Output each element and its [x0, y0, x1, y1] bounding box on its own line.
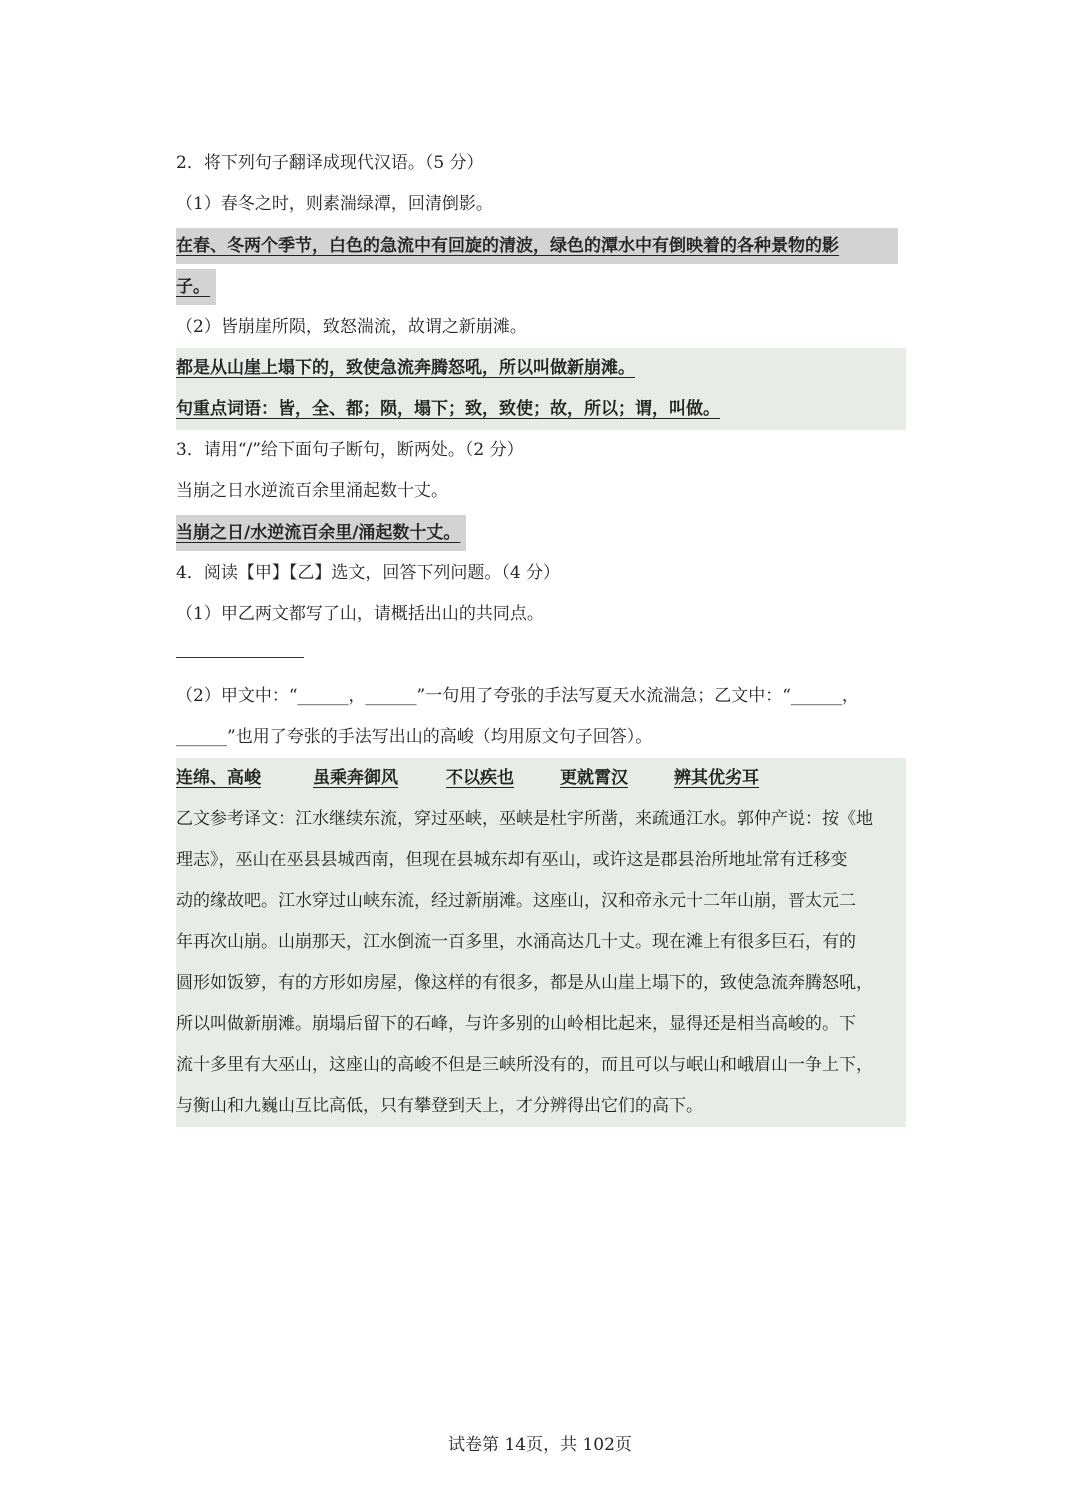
translation-line: 所以叫做新崩滩。崩塌后留下的石峰，与许多别的山岭相比起来，显得还是相当高峻的。下 — [176, 1014, 856, 1034]
q2-s1-answer-line2 — [176, 266, 906, 307]
translation-line: 流十多里有大巫山，这座山的高峻不但是三峡所没有的，而且可以与岷山和峨眉山一争上下， — [176, 1055, 873, 1075]
q4-title: 4．阅读【甲】【乙】选文，回答下列问题。（4 分） — [176, 563, 561, 583]
translation-paragraph — [176, 799, 906, 1127]
q3-title: 3．请用“/”给下面句子断句，断两处。（2 分） — [176, 440, 524, 460]
q2-s1-answer-line1 — [176, 225, 906, 266]
translation-line: 乙文参考译文：江水继续东流，穿过巫峡，巫峡是杜宇所凿，来疏通江水。郭仲产说：按《地 — [176, 809, 873, 829]
q4-answers-line — [176, 758, 906, 799]
q4-s2-prompt-line2: ______”也用了夸张的手法写出山的高峻（均用原文句子回答）。 — [176, 727, 653, 747]
q4-answer-block — [176, 758, 906, 1127]
q2-s1-answer-text2: 子。 — [176, 269, 216, 305]
translation-line: 理志》，巫山在巫县县城西南，但现在县城东却有巫山，或许这是郡县治所地址常有迁移变 — [176, 850, 848, 870]
q4-answer-2: 虽乘奔御风 — [313, 768, 398, 788]
q2-title: 2．将下列句子翻译成现代汉语。（5 分） — [176, 153, 484, 173]
translation-line: 动的缘故吧。江水穿过山峡东流，经过新崩滩。这座山，汉和帝永元十二年山崩，晋太元二 — [176, 891, 856, 911]
q2-s1-prompt: （1）春冬之时，则素湍绿潭，回清倒影。 — [176, 194, 493, 214]
q4-answer-4: 更就霄汉 — [560, 768, 628, 788]
q3-answer-line — [176, 512, 906, 553]
q4-answer-3: 不以疾也 — [446, 768, 514, 788]
q4-answer-5: 辨其优劣耳 — [674, 768, 759, 788]
q4-answer-1: 连绵、高峻 — [176, 768, 261, 788]
translation-line: 圆形如饭箩，有的方形如房屋，像这样的有很多，都是从山崖上塌下的，致使急流奔腾怒吼， — [176, 973, 873, 993]
exam-page — [176, 143, 906, 1127]
translation-line: 与衡山和九巍山互比高低，只有攀登到天上，才分辨得出它们的高下。 — [176, 1096, 703, 1116]
q4-s1-prompt: （1）甲乙两文都写了山，请概括出山的共同点。 — [176, 604, 544, 624]
q2-s1-answer-text1: 在春、冬两个季节，白色的急流中有回旋的清波，绿色的潭水中有倒映着的各种景物的影 — [176, 228, 898, 264]
page-footer: 试卷第 14页，共 102页 — [448, 1435, 632, 1455]
answer-underline — [176, 657, 304, 658]
q4-s1-answer-blank[interactable] — [176, 635, 906, 676]
q3-answer: 当崩之日/水逆流百余里/涌起数十丈。 — [176, 515, 466, 551]
q4-s2-prompt-line1: （2）甲文中：“______，______”一句用了夸张的手法写夏天水流湍急；乙文中：“______， — [176, 686, 859, 706]
q2-s2-keywords: 句重点词语：皆，全、都；陨，塌下；致，致使；故，所以；谓，叫做。 — [176, 399, 720, 419]
translation-line: 年再次山崩。山崩那天，江水倒流一百多里，水涌高达几十丈。现在滩上有很多巨石，有的 — [176, 932, 856, 952]
q2-s2-answer: 都是从山崖上塌下的，致使急流奔腾怒吼，所以叫做新崩滩。 — [176, 358, 635, 378]
q3-sentence: 当崩之日水逆流百余里涌起数十丈。 — [176, 481, 448, 501]
q2-s2-prompt: （2）皆崩崖所陨，致怒湍流，故谓之新崩滩。 — [176, 317, 527, 337]
q2-s2-answer-block — [176, 348, 906, 430]
